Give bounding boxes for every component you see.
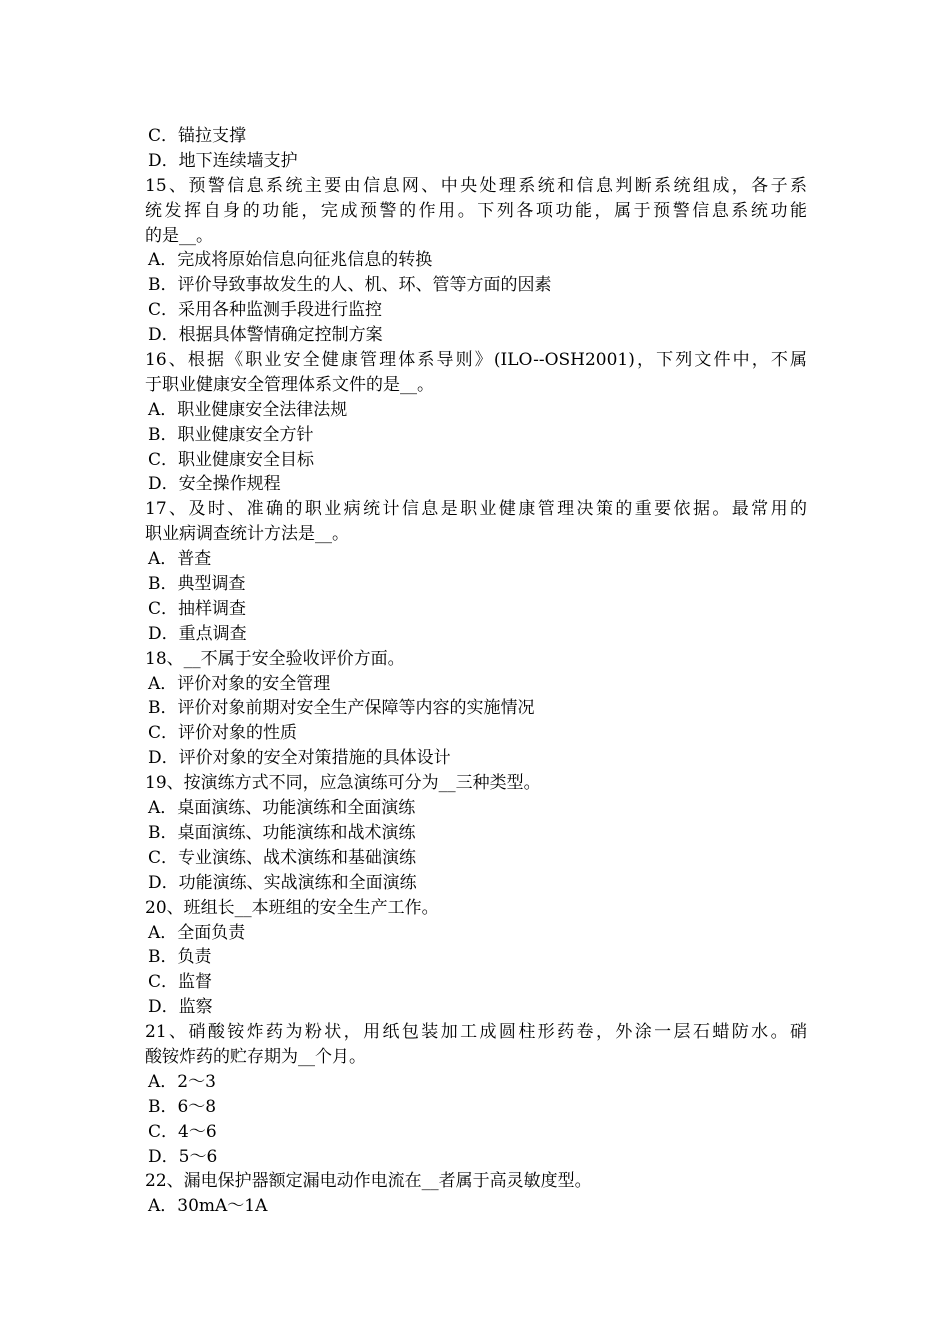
question-text-line: 19、按演练方式不同，应急演练可分为__三种类型。 (145, 773, 541, 794)
question-text-line: 酸铵炸药的贮存期为__个月。 (145, 1046, 366, 1067)
answer-option: A．职业健康安全法律法规 (148, 399, 348, 420)
answer-option: B．评价对象前期对安全生产保障等内容的实施情况 (148, 698, 535, 719)
question-text-line: 18、__不属于安全验收评价方面。 (145, 648, 405, 669)
question-text-line: 的是__。 (145, 225, 213, 246)
question-text-line: 20、班组长__本班组的安全生产工作。 (145, 897, 439, 918)
answer-option: B．评价导致事故发生的人、机、环、管等方面的因素 (148, 275, 552, 296)
answer-option: A．2～3 (148, 1071, 216, 1092)
document-page (145, 124, 807, 1219)
answer-option: C．4～6 (148, 1121, 217, 1142)
answer-option: A．评价对象的安全管理 (148, 673, 331, 694)
question-text-line: 16、根据《职业安全健康管理体系导则》(ILO--OSH2001)，下列文件中，不属 (145, 350, 807, 371)
answer-option: D．功能演练、实战演练和全面演练 (148, 872, 417, 893)
question-text-line: 21、硝酸铵炸药为粉状，用纸包装加工成圆柱形药卷，外涂一层石蜡防水。硝 (145, 1022, 807, 1043)
answer-option: D．根据具体警情确定控制方案 (148, 325, 383, 346)
answer-option: A．桌面演练、功能演练和全面演练 (148, 798, 416, 819)
answer-option: B．负责 (148, 947, 212, 968)
answer-option: A．完成将原始信息向征兆信息的转换 (148, 250, 433, 271)
answer-option: B．6～8 (148, 1096, 217, 1117)
answer-option: A．全面负责 (148, 922, 246, 943)
answer-option: C．专业演练、战术演练和基础演练 (148, 847, 417, 868)
question-text-line: 15、预警信息系统主要由信息网、中央处理系统和信息判断系统组成，各子系 (145, 175, 807, 196)
question-text-line: 统发挥自身的功能，完成预警的作用。下列各项功能，属于预警信息系统功能 (145, 200, 807, 221)
answer-option: D．评价对象的安全对策措施的具体设计 (148, 748, 451, 769)
answer-option: D．重点调查 (148, 623, 247, 644)
question-text-line: 于职业健康安全管理体系文件的是__。 (145, 374, 434, 395)
answer-option: A．普查 (148, 549, 212, 570)
answer-option: C．监督 (148, 972, 213, 993)
answer-option: C．职业健康安全目标 (148, 449, 315, 470)
question-text-line: 职业病调查统计方法是__。 (145, 524, 349, 545)
answer-option: D．5～6 (148, 1146, 218, 1167)
question-text-line: 22、漏电保护器额定漏电动作电流在__者属于高灵敏度型。 (145, 1171, 592, 1192)
answer-option: B．职业健康安全方针 (148, 424, 314, 445)
answer-option: C．抽样调查 (148, 598, 247, 619)
answer-option: D．地下连续墙支护 (148, 150, 298, 171)
answer-option: C．评价对象的性质 (148, 723, 298, 744)
answer-option: B．桌面演练、功能演练和战术演练 (148, 822, 416, 843)
answer-option: A．30mA～1A (148, 1196, 268, 1217)
answer-option: C．锚拉支撑 (148, 126, 247, 146)
answer-option: C．采用各种监测手段进行监控 (148, 300, 383, 321)
answer-option: D．安全操作规程 (148, 474, 281, 495)
answer-option: D．监察 (148, 997, 213, 1018)
answer-option: B．典型调查 (148, 574, 246, 595)
question-text-line: 17、及时、准确的职业病统计信息是职业健康管理决策的重要依据。最常用的 (145, 499, 807, 520)
